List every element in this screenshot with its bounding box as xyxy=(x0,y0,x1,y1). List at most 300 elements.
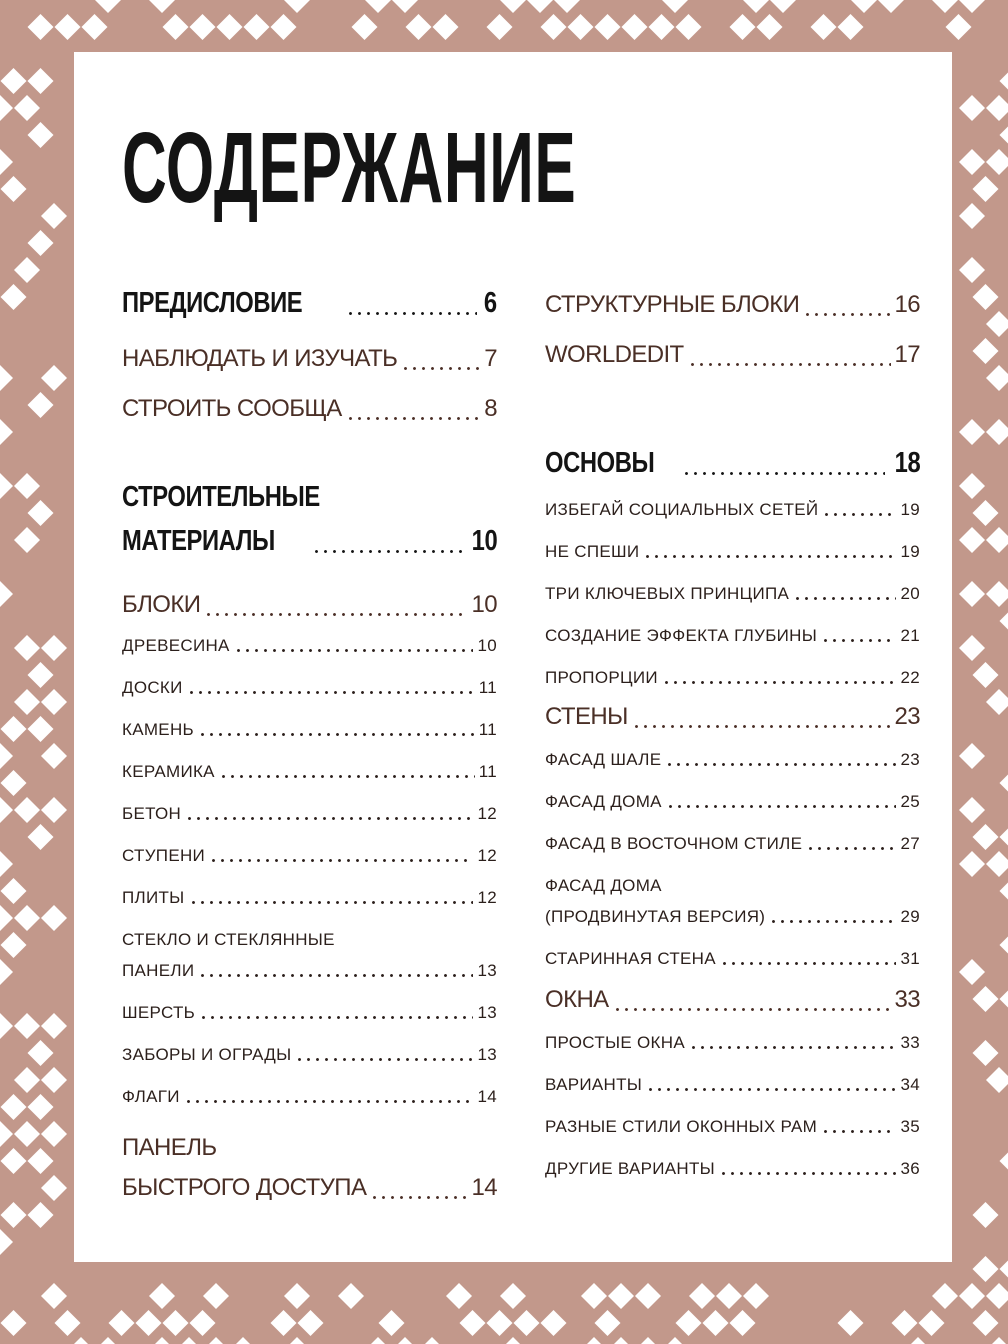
toc-entry-label: ПАНЕЛЬ xyxy=(122,1134,217,1161)
border-diamond xyxy=(28,824,54,850)
toc-entry[interactable] xyxy=(122,1002,497,1024)
toc-entry[interactable] xyxy=(122,960,497,982)
border-diamond xyxy=(986,689,1008,715)
toc-page-number: 10 xyxy=(471,525,497,557)
dot-leader xyxy=(665,763,896,766)
border-diamond xyxy=(379,1310,405,1336)
border-diamond xyxy=(14,1121,40,1147)
toc-page-number: 14 xyxy=(471,1174,497,1201)
toc-entry-label: ПЛИТЫ xyxy=(122,888,185,907)
dot-leader xyxy=(643,555,896,558)
border-diamond xyxy=(392,0,418,13)
border-diamond xyxy=(0,851,13,877)
toc-entry-label: ФЛАГИ xyxy=(122,1087,180,1106)
toc-entry-label: СТРОИТЕЛЬНЫЕ xyxy=(122,481,320,513)
border-diamond xyxy=(838,14,864,40)
border-diamond xyxy=(959,203,985,229)
dot-leader xyxy=(209,859,473,862)
border-diamond xyxy=(41,1175,67,1201)
border-diamond xyxy=(811,14,837,40)
border-diamond xyxy=(14,1067,40,1093)
toc-entry-label: КАМЕНЬ xyxy=(122,720,194,739)
toc-page-number: 11 xyxy=(478,678,497,697)
dot-leader xyxy=(346,417,481,420)
border-diamond xyxy=(581,1337,607,1344)
toc-page-number: 11 xyxy=(478,720,497,739)
toc-entry[interactable] xyxy=(545,906,920,928)
toc-entry-label: (ПРОДВИНУТАЯ ВЕРСИЯ) xyxy=(545,907,766,926)
toc-page-number: 23 xyxy=(894,703,920,730)
border-diamond xyxy=(14,905,40,931)
border-diamond xyxy=(973,1040,999,1066)
border-diamond xyxy=(986,95,1008,121)
border-diamond xyxy=(608,1337,634,1344)
border-diamond xyxy=(217,14,243,40)
toc-entry[interactable] xyxy=(122,719,497,741)
border-diamond xyxy=(608,1283,634,1309)
border-diamond xyxy=(0,959,13,985)
border-diamond xyxy=(595,14,621,40)
toc-entry-label: ДРУГИЕ ВАРИАНТЫ xyxy=(545,1159,715,1178)
toc-entry[interactable] xyxy=(545,948,920,970)
toc-entry[interactable] xyxy=(545,982,920,1018)
dot-leader xyxy=(189,901,474,904)
toc-page-number: 19 xyxy=(900,542,920,561)
toc-entry[interactable] xyxy=(122,521,497,561)
border-diamond xyxy=(14,95,40,121)
toc-column-left xyxy=(122,283,497,1206)
border-diamond xyxy=(95,0,121,13)
toc-entry[interactable] xyxy=(122,803,497,825)
border-diamond xyxy=(959,959,985,985)
toc-entry[interactable] xyxy=(545,287,920,323)
border-diamond xyxy=(28,1094,54,1120)
border-diamond xyxy=(41,689,67,715)
border-diamond xyxy=(28,14,54,40)
border-diamond xyxy=(14,1013,40,1039)
toc-page-number: 33 xyxy=(900,1033,920,1052)
toc-page-number: 10 xyxy=(477,636,497,655)
dot-leader xyxy=(234,649,474,652)
border-diamond xyxy=(41,743,67,769)
border-diamond xyxy=(244,14,270,40)
border-diamond xyxy=(878,0,904,13)
border-diamond xyxy=(635,1337,661,1344)
border-diamond xyxy=(959,149,985,175)
border-diamond xyxy=(662,1337,688,1344)
border-diamond xyxy=(41,1013,67,1039)
border-diamond xyxy=(14,473,40,499)
border-diamond xyxy=(986,365,1008,391)
toc-page-number: 11 xyxy=(478,762,497,781)
border-diamond xyxy=(1000,608,1008,634)
border-diamond xyxy=(41,1121,67,1147)
toc-page-number: 27 xyxy=(900,834,920,853)
toc-entry[interactable] xyxy=(122,887,497,909)
border-diamond xyxy=(55,1310,81,1336)
toc-entry-label: ФАСАД ДОМА xyxy=(545,792,662,811)
border-diamond xyxy=(1,176,27,202)
dot-leader xyxy=(295,1058,473,1061)
border-diamond xyxy=(14,797,40,823)
border-diamond xyxy=(973,284,999,310)
border-diamond xyxy=(41,1283,67,1309)
border-diamond xyxy=(190,14,216,40)
toc-entry[interactable] xyxy=(545,667,920,689)
toc-page-number: 21 xyxy=(900,626,920,645)
border-diamond xyxy=(973,986,999,1012)
border-diamond xyxy=(271,1310,297,1336)
toc-page-number: 31 xyxy=(900,949,920,968)
dot-leader xyxy=(803,313,890,316)
border-diamond xyxy=(1000,932,1008,958)
toc-page-number: 13 xyxy=(477,1045,497,1064)
dot-leader xyxy=(646,1088,896,1091)
toc-entry-title-line xyxy=(545,875,920,897)
border-diamond xyxy=(365,0,391,13)
border-diamond xyxy=(298,1310,324,1336)
border-diamond xyxy=(0,581,13,607)
border-diamond xyxy=(973,1310,999,1336)
toc-entry[interactable] xyxy=(122,761,497,783)
border-diamond xyxy=(433,14,459,40)
border-diamond xyxy=(41,203,67,229)
toc-entry-label: КЕРАМИКА xyxy=(122,762,215,781)
toc-entry-label: СТРОИТЬ СООБЩА xyxy=(122,395,342,422)
toc-entry[interactable] xyxy=(545,625,920,647)
border-diamond xyxy=(838,1310,864,1336)
border-diamond xyxy=(163,1310,189,1336)
border-diamond xyxy=(82,14,108,40)
dot-leader xyxy=(688,363,891,366)
toc-page-number: 35 xyxy=(900,1117,920,1136)
toc-page-number: 19 xyxy=(900,500,920,519)
border-diamond xyxy=(149,0,175,13)
border-diamond xyxy=(959,797,985,823)
border-diamond xyxy=(635,1283,661,1309)
toc-page-number: 17 xyxy=(894,341,920,368)
border-diamond xyxy=(743,1283,769,1309)
border-diamond xyxy=(500,1337,526,1344)
border-diamond xyxy=(919,1310,945,1336)
toc-entry[interactable] xyxy=(545,749,920,771)
border-diamond xyxy=(730,1310,756,1336)
toc-entry-label: БЕТОН xyxy=(122,804,182,823)
border-diamond xyxy=(986,527,1008,553)
dot-leader xyxy=(719,1172,897,1175)
border-diamond xyxy=(959,1283,985,1309)
border-diamond xyxy=(649,14,675,40)
dot-leader xyxy=(821,1130,896,1133)
border-diamond xyxy=(28,1202,54,1228)
border-diamond xyxy=(986,149,1008,175)
dot-leader xyxy=(198,974,473,977)
border-diamond xyxy=(41,797,67,823)
border-diamond xyxy=(190,1310,216,1336)
dot-leader xyxy=(219,775,475,778)
border-diamond xyxy=(0,95,13,121)
border-diamond xyxy=(703,1310,729,1336)
dot-leader xyxy=(184,1100,474,1103)
border-diamond xyxy=(1000,824,1008,850)
border-diamond xyxy=(0,1121,13,1147)
toc-entry[interactable] xyxy=(545,499,920,521)
border-diamond xyxy=(136,1310,162,1336)
dot-leader xyxy=(401,367,480,370)
border-diamond xyxy=(986,851,1008,877)
toc-entry[interactable] xyxy=(122,391,497,427)
border-diamond xyxy=(959,743,985,769)
toc-entry-label: ОКНА xyxy=(545,986,609,1013)
toc-entry-label: НЕ СПЕШИ xyxy=(545,542,640,561)
border-diamond xyxy=(959,257,985,283)
toc-entry-label: WORLDEDIT xyxy=(545,341,684,368)
dot-leader xyxy=(662,681,897,684)
border-diamond xyxy=(973,1202,999,1228)
border-diamond xyxy=(662,0,688,13)
border-diamond xyxy=(932,1283,958,1309)
toc-entry-label: СТУПЕНИ xyxy=(122,846,206,865)
border-diamond xyxy=(959,581,985,607)
border-diamond xyxy=(284,1283,310,1309)
toc-entry[interactable] xyxy=(545,541,920,563)
toc-entry-label: ФАСАД ШАЛЕ xyxy=(545,750,662,769)
border-diamond xyxy=(230,1337,256,1344)
dot-leader xyxy=(682,472,884,475)
toc-entry[interactable] xyxy=(545,699,920,735)
border-diamond xyxy=(595,1310,621,1336)
toc-page-number: 33 xyxy=(894,986,920,1013)
border-diamond xyxy=(28,392,54,418)
dot-leader xyxy=(199,1016,473,1019)
border-diamond xyxy=(1,1148,27,1174)
border-diamond xyxy=(770,0,796,13)
border-diamond xyxy=(986,419,1008,445)
toc-page-number: 7 xyxy=(484,345,497,372)
border-diamond xyxy=(14,527,40,553)
toc-entry[interactable] xyxy=(545,1158,920,1180)
border-diamond xyxy=(14,689,40,715)
border-diamond xyxy=(1000,68,1008,94)
border-diamond xyxy=(986,581,1008,607)
border-diamond xyxy=(14,257,40,283)
border-diamond xyxy=(689,1283,715,1309)
toc-entry-label: МАТЕРИАЛЫ xyxy=(122,525,275,557)
toc-entry-label: ИЗБЕГАЙ СОЦИАЛЬНЫХ СЕТЕЙ xyxy=(545,500,819,519)
border-diamond xyxy=(959,0,985,13)
toc-entry[interactable] xyxy=(122,1044,497,1066)
dot-leader xyxy=(793,597,896,600)
toc-entry-label: БЫСТРОГО ДОСТУПА xyxy=(122,1174,367,1201)
border-diamond xyxy=(892,1310,918,1336)
dot-leader xyxy=(613,1008,891,1011)
toc-entry-title-line xyxy=(122,477,497,517)
border-diamond xyxy=(28,1040,54,1066)
border-diamond xyxy=(41,905,67,931)
toc-entry-label: ЗАБОРЫ И ОГРАДЫ xyxy=(122,1045,292,1064)
toc-entry[interactable] xyxy=(122,341,497,377)
border-diamond xyxy=(1,716,27,742)
border-diamond xyxy=(554,0,580,13)
toc-entry-title-line xyxy=(122,1130,497,1166)
toc-page-number: 34 xyxy=(900,1075,920,1094)
toc-entry[interactable] xyxy=(122,587,497,623)
border-diamond xyxy=(959,95,985,121)
toc-entry[interactable] xyxy=(122,1086,497,1108)
border-diamond xyxy=(959,527,985,553)
border-diamond xyxy=(28,122,54,148)
border-diamond xyxy=(68,1337,94,1344)
toc-page-number: 25 xyxy=(900,792,920,811)
border-diamond xyxy=(973,500,999,526)
border-diamond xyxy=(851,0,877,13)
toc-page-number: 18 xyxy=(894,447,920,479)
toc-entry[interactable] xyxy=(545,1116,920,1138)
toc-entry-label: ДРЕВЕСИНА xyxy=(122,636,230,655)
border-diamond xyxy=(0,905,13,931)
dot-leader xyxy=(821,639,896,642)
border-diamond xyxy=(163,14,189,40)
border-diamond xyxy=(203,1337,229,1344)
toc-entry[interactable] xyxy=(545,791,920,813)
toc-entry-label: ПАНЕЛИ xyxy=(122,961,195,980)
toc-entry[interactable] xyxy=(545,443,920,483)
toc-page-number: 8 xyxy=(484,395,497,422)
border-diamond xyxy=(743,0,769,13)
toc-entry[interactable] xyxy=(122,845,497,867)
border-diamond xyxy=(0,743,13,769)
border-diamond xyxy=(973,1256,999,1282)
border-diamond xyxy=(500,1283,526,1309)
border-diamond xyxy=(487,14,513,40)
toc-page-number: 6 xyxy=(484,287,497,319)
toc-entry-label: ДОСКИ xyxy=(122,678,183,697)
toc-entry[interactable] xyxy=(122,635,497,657)
border-diamond xyxy=(0,1229,13,1255)
toc-entry-label: СОЗДАНИЕ ЭФФЕКТА ГЛУБИНЫ xyxy=(545,626,818,645)
border-diamond xyxy=(271,14,297,40)
border-diamond xyxy=(1,284,27,310)
toc-entry-label: СТЕКЛО И СТЕКЛЯННЫЕ xyxy=(122,930,335,949)
border-diamond xyxy=(1000,1256,1008,1282)
border-diamond xyxy=(1,68,27,94)
border-diamond xyxy=(1,1094,27,1120)
border-diamond xyxy=(406,14,432,40)
toc-entry[interactable] xyxy=(545,583,920,605)
border-diamond xyxy=(41,635,67,661)
border-diamond xyxy=(149,1283,175,1309)
toc-page-number: 13 xyxy=(477,1003,497,1022)
toc-entry-label: ПРОПОРЦИИ xyxy=(545,668,658,687)
border-diamond xyxy=(730,14,756,40)
toc-entry[interactable] xyxy=(545,337,920,373)
border-diamond xyxy=(622,14,648,40)
border-diamond xyxy=(41,365,67,391)
border-diamond xyxy=(676,14,702,40)
border-diamond xyxy=(500,0,526,13)
toc-entry[interactable] xyxy=(122,283,497,323)
border-diamond xyxy=(973,338,999,364)
toc-page-number: 12 xyxy=(477,888,497,907)
border-diamond xyxy=(176,1337,202,1344)
toc-page-number: 23 xyxy=(900,750,920,769)
toc-entry-label: ФАСАД ДОМА xyxy=(545,876,662,895)
toc-entry-label: РАЗНЫЕ СТИЛИ ОКОННЫХ РАМ xyxy=(545,1117,818,1136)
toc-entry-label: СТЕНЫ xyxy=(545,703,628,730)
toc-entry-label: ТРИ КЛЮЧЕВЫХ ПРИНЦИПА xyxy=(545,584,790,603)
border-diamond xyxy=(1000,1148,1008,1174)
border-diamond xyxy=(1,1310,27,1336)
border-diamond xyxy=(460,1310,486,1336)
border-diamond xyxy=(28,68,54,94)
dot-leader xyxy=(720,962,897,965)
dot-leader xyxy=(185,817,473,820)
toc-page-number: 20 xyxy=(900,584,920,603)
toc-entry-label: ФАСАД В ВОСТОЧНОМ СТИЛЕ xyxy=(545,834,803,853)
toc-entry[interactable] xyxy=(122,1170,497,1206)
border-diamond xyxy=(41,1067,67,1093)
toc-page-number: 29 xyxy=(900,907,920,926)
border-diamond xyxy=(446,1283,472,1309)
border-diamond xyxy=(676,1310,702,1336)
border-diamond xyxy=(973,662,999,688)
dot-leader xyxy=(769,920,896,923)
border-diamond xyxy=(28,500,54,526)
toc-entry[interactable] xyxy=(545,1074,920,1096)
toc-entry[interactable] xyxy=(545,833,920,855)
border-diamond xyxy=(905,1337,931,1344)
dot-leader xyxy=(187,691,475,694)
border-diamond xyxy=(514,1310,540,1336)
border-diamond xyxy=(0,419,13,445)
border-diamond xyxy=(0,365,13,391)
border-diamond xyxy=(581,1283,607,1309)
toc-entry[interactable] xyxy=(545,1032,920,1054)
toc-entry-label: ШЕРСТЬ xyxy=(122,1003,196,1022)
border-diamond xyxy=(0,1013,13,1039)
border-diamond xyxy=(55,14,81,40)
toc-page-number: 22 xyxy=(900,668,920,687)
border-diamond xyxy=(487,1310,513,1336)
toc-page-number: 13 xyxy=(477,961,497,980)
border-diamond xyxy=(109,1310,135,1336)
border-diamond xyxy=(1000,878,1008,904)
border-diamond xyxy=(527,0,553,13)
border-diamond xyxy=(284,1337,310,1344)
toc-page-number: 36 xyxy=(900,1159,920,1178)
toc-entry-label: ПРОСТЫЕ ОКНА xyxy=(545,1033,685,1052)
border-diamond xyxy=(28,716,54,742)
border-diamond xyxy=(1000,770,1008,796)
toc-entry-label: БЛОКИ xyxy=(122,591,201,618)
border-diamond xyxy=(959,419,985,445)
border-diamond xyxy=(716,1283,742,1309)
border-diamond xyxy=(1,878,27,904)
border-diamond xyxy=(28,230,54,256)
border-diamond xyxy=(1,770,27,796)
toc-entry-title-line xyxy=(122,929,497,951)
toc-entry[interactable] xyxy=(122,677,497,699)
dot-leader xyxy=(806,847,896,850)
toc-entry-label: ВАРИАНТЫ xyxy=(545,1075,643,1094)
border-diamond xyxy=(284,0,310,13)
border-diamond xyxy=(1,1202,27,1228)
dot-leader xyxy=(689,1046,897,1049)
dot-leader xyxy=(204,613,467,616)
dot-leader xyxy=(198,733,475,736)
border-diamond xyxy=(973,176,999,202)
border-diamond xyxy=(28,1148,54,1174)
